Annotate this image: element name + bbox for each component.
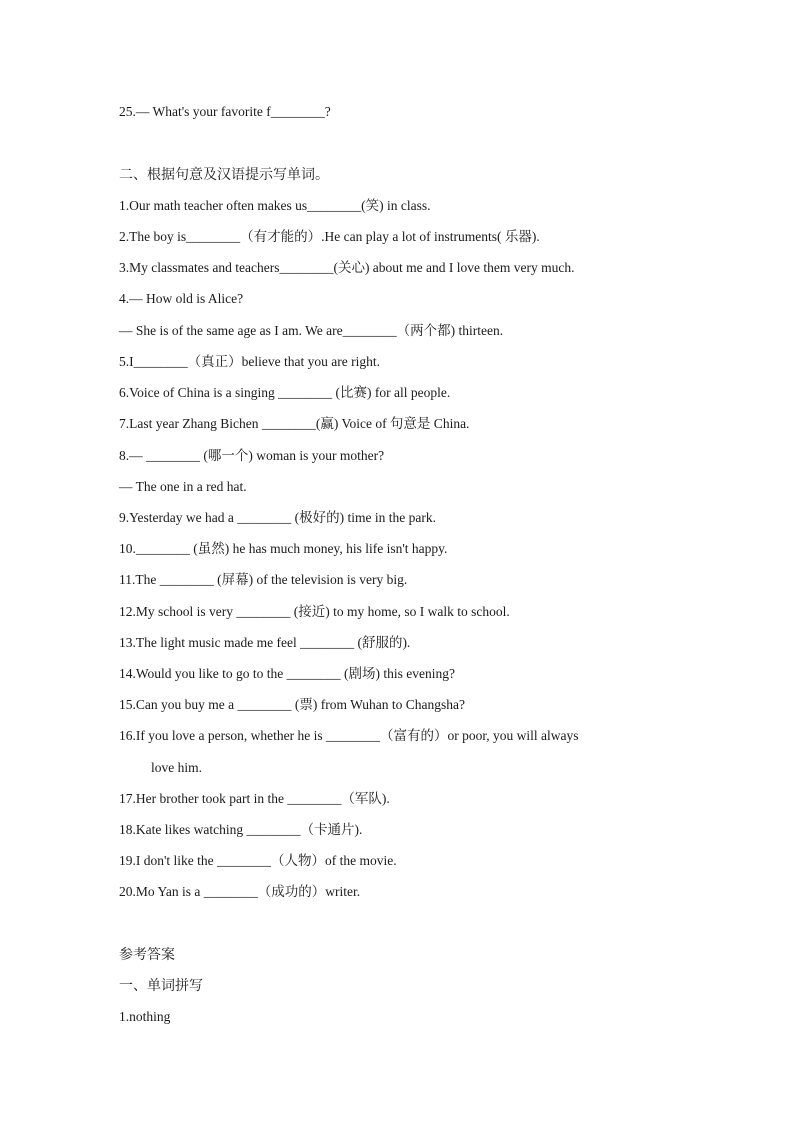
item-19: 19.I don't like the ________（人物）of the movie. <box>119 853 397 868</box>
item-18: 18.Kate likes watching ________（卡通片). <box>119 822 363 837</box>
item-4-question: 4.— How old is Alice? <box>119 291 244 306</box>
item-6: 6.Voice of China is a singing ________ (比赛) for all people. <box>119 385 451 400</box>
item-5: 5.I________（真正）believe that you are right. <box>119 354 380 369</box>
section-2-heading: 二、根据句意及汉语提示写单词。 <box>119 167 329 183</box>
item-12: 12.My school is very ________ (接近) to my home, so I walk to school. <box>119 604 510 619</box>
item-2: 2.The boy is________（有才能的）.He can play a lot of instruments( 乐器). <box>119 229 540 244</box>
item-16: 16.If you love a person, whether he is ________（富有的）or poor, you will always <box>119 728 579 743</box>
item-17: 17.Her brother took part in the ________（军队). <box>119 791 390 806</box>
item-3: 3.My classmates and teachers________(关心) about me and I love them very much. <box>119 260 575 275</box>
item-1: 1.Our math teacher often makes us________(笑) in class. <box>119 198 431 213</box>
item-4-answer: — She is of the same age as I am. We are________（两个都) thirteen. <box>119 323 504 338</box>
item-8-question: 8.— ________ (哪一个) woman is your mother? <box>119 448 385 463</box>
answer-section-1-heading: 一、单词拼写 <box>119 978 203 994</box>
item-9: 9.Yesterday we had a ________ (极好的) time in the park. <box>119 510 436 525</box>
item-15: 15.Can you buy me a ________ (票) from Wuhan to Changsha? <box>119 697 466 712</box>
item-8-answer: — The one in a red hat. <box>119 479 247 494</box>
item-11: 11.The ________ (屏幕) of the television is very big. <box>119 572 408 587</box>
item-7: 7.Last year Zhang Bichen ________(赢) Voice of 句意是 China. <box>119 416 470 431</box>
question-25: 25.— What's your favorite f________? <box>119 104 331 119</box>
item-14: 14.Would you like to go to the ________ (剧场) this evening? <box>119 666 455 681</box>
item-13: 13.The light music made me feel ________ (舒服的). <box>119 635 411 650</box>
item-20: 20.Mo Yan is a ________（成功的）writer. <box>119 884 361 899</box>
item-10: 10.________ (虽然) he has much money, his life isn't happy. <box>119 541 448 556</box>
answer-1: 1.nothing <box>119 1009 171 1024</box>
item-16-continued: love him. <box>151 760 202 775</box>
answer-key-heading: 参考答案 <box>119 947 175 963</box>
